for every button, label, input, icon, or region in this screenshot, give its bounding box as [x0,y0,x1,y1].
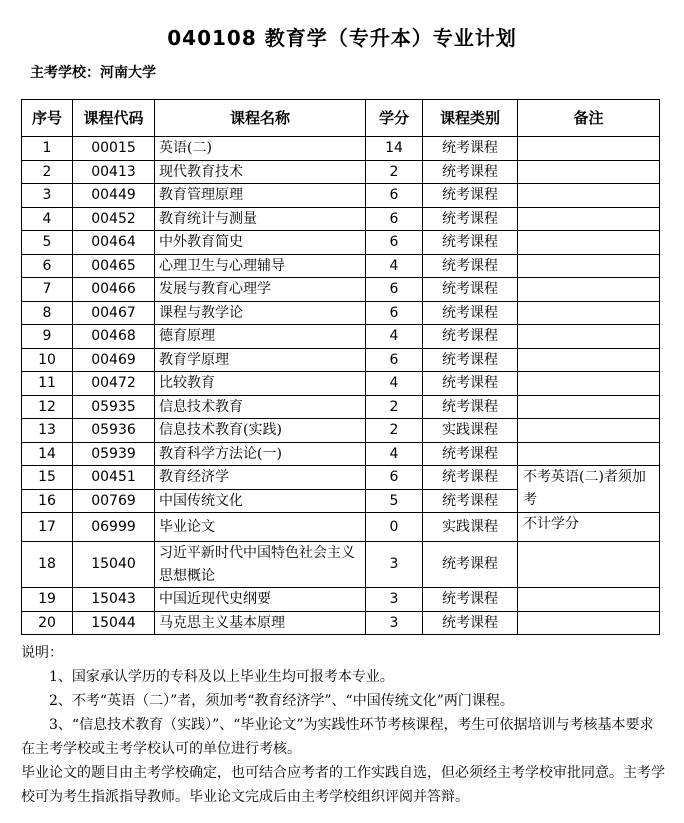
row-type: 统考课程 [423,231,518,255]
row-credit: 6 [366,278,423,302]
row-no: 6 [22,254,73,278]
row-type: 统考课程 [423,489,518,513]
row-code: 00413 [73,160,155,184]
row-code: 15043 [73,588,155,612]
row-no: 13 [22,419,73,443]
course-plan-table [21,99,660,635]
row-credit: 2 [366,160,423,184]
row-no: 18 [22,542,73,588]
row-credit: 6 [366,231,423,255]
row-code: 05936 [73,419,155,443]
row-no: 9 [22,325,73,349]
table-row [22,184,660,208]
row-no: 12 [22,395,73,419]
row-type: 统考课程 [423,348,518,372]
row-name: 比较教育 [155,372,366,396]
row-name: 现代教育技术 [155,160,366,184]
row-type: 统考课程 [423,207,518,231]
row-code: 00015 [73,137,155,161]
row-code: 00466 [73,278,155,302]
row-remark [518,542,660,588]
row-remark [518,395,660,419]
row-no: 16 [22,489,73,513]
row-type: 统考课程 [423,325,518,349]
row-name: 中外教育简史 [155,231,366,255]
row-name: 心理卫生与心理辅导 [155,254,366,278]
notes-section [21,641,666,809]
header-code: 课程代码 [73,100,155,137]
row-credit: 0 [366,513,423,542]
row-remark [518,301,660,325]
row-name: 英语(二) [155,137,366,161]
school-label: 主考学校：河南大学 [30,65,156,81]
row-remark [518,278,660,302]
row-no: 17 [22,513,73,542]
remark-no-credit: 不计学分 [518,513,660,542]
row-remark [518,325,660,349]
note-item-2: 2、不考“英语（二）”者，须加考“教育经济学”、“中国传统文化”两门课程。 [49,693,514,709]
table-row [22,588,660,612]
row-type: 统考课程 [423,301,518,325]
table-row [22,301,660,325]
row-type: 统考课程 [423,542,518,588]
row-no: 14 [22,442,73,466]
row-name: 习近平新时代中国特色社会主义思想概论 [155,542,366,588]
row-type: 统考课程 [423,254,518,278]
row-no: 10 [22,348,73,372]
row-code: 00452 [73,207,155,231]
table-row [22,160,660,184]
row-no: 5 [22,231,73,255]
row-no: 4 [22,207,73,231]
row-code: 00451 [73,466,155,490]
row-no: 7 [22,278,73,302]
row-remark [518,588,660,612]
row-credit: 3 [366,542,423,588]
row-type: 统考课程 [423,278,518,302]
row-code: 00769 [73,489,155,513]
row-name: 信息技术教育 [155,395,366,419]
row-no: 3 [22,184,73,208]
row-name: 教育科学方法论(一) [155,442,366,466]
table-row [22,513,660,542]
table-row [22,137,660,161]
row-name: 教育管理原理 [155,184,366,208]
row-no: 2 [22,160,73,184]
row-type: 统考课程 [423,588,518,612]
row-credit: 2 [366,395,423,419]
page-title: 040108 教育学（专升本）专业计划 [167,26,517,50]
row-name: 发展与教育心理学 [155,278,366,302]
table-row [22,254,660,278]
header-no: 序号 [22,100,73,137]
row-no: 19 [22,588,73,612]
note-item-thesis: 毕业论文的题目由主考学校确定，也可结合应考者的工作实践自选，但必须经主考学校审批同意。主考学校可为考生指派指导教师。毕业论文完成后由主考学校组织评阅并答辩。 [21,765,665,805]
table-row [22,278,660,302]
row-code: 06999 [73,513,155,542]
row-remark [518,231,660,255]
row-code: 05939 [73,442,155,466]
row-credit: 6 [366,184,423,208]
row-credit: 4 [366,372,423,396]
row-credit: 6 [366,348,423,372]
row-code: 00449 [73,184,155,208]
header-credit: 学分 [366,100,423,137]
table-row [22,231,660,255]
row-type: 统考课程 [423,442,518,466]
row-name: 教育统计与测量 [155,207,366,231]
row-credit: 3 [366,611,423,635]
header-name: 课程名称 [155,100,366,137]
table-row [22,207,660,231]
table-row [22,419,660,443]
row-credit: 5 [366,489,423,513]
row-code: 00465 [73,254,155,278]
row-no: 8 [22,301,73,325]
row-remark [518,442,660,466]
table-header [22,100,660,137]
row-name: 中国传统文化 [155,489,366,513]
row-credit: 6 [366,207,423,231]
row-type: 统考课程 [423,137,518,161]
table-row [22,611,660,635]
row-no: 15 [22,466,73,490]
table-row [22,348,660,372]
row-name: 教育经济学 [155,466,366,490]
row-name: 马克思主义基本原理 [155,611,366,635]
row-type: 实践课程 [423,419,518,443]
row-code: 15040 [73,542,155,588]
row-remark [518,611,660,635]
row-credit: 4 [366,254,423,278]
header-type: 课程类别 [423,100,518,137]
row-remark [518,137,660,161]
row-remark [518,419,660,443]
row-remark [518,348,660,372]
row-name: 德育原理 [155,325,366,349]
row-credit: 4 [366,325,423,349]
row-remark [518,160,660,184]
row-remark [518,184,660,208]
row-code: 00469 [73,348,155,372]
table-row [22,325,660,349]
row-code: 00467 [73,301,155,325]
notes-heading: 说明： [21,645,63,661]
row-type: 实践课程 [423,513,518,542]
row-name: 教育学原理 [155,348,366,372]
row-type: 统考课程 [423,160,518,184]
row-code: 00468 [73,325,155,349]
note-item-1: 1、国家承认学历的专科及以上毕业生均可报考本专业。 [49,669,394,685]
row-credit: 6 [366,301,423,325]
row-type: 统考课程 [423,184,518,208]
row-credit: 3 [366,588,423,612]
note-item-3: 3、“信息技术教育（实践）”、“毕业论文”为实践性环节考核课程，考生可依据培训与考核基本要求在主考学校或主考学校认可的单位进行考核。 [21,717,654,757]
row-type: 统考课程 [423,372,518,396]
row-remark [518,254,660,278]
header-remark: 备注 [518,100,660,137]
row-credit: 4 [366,442,423,466]
row-name: 中国近现代史纲要 [155,588,366,612]
table-body [22,137,660,635]
row-no: 1 [22,137,73,161]
row-credit: 14 [366,137,423,161]
row-type: 统考课程 [423,466,518,490]
row-code: 00464 [73,231,155,255]
row-credit: 6 [366,466,423,490]
table-row [22,466,660,490]
table-row [22,442,660,466]
row-code: 05935 [73,395,155,419]
table-row [22,542,660,588]
table-row [22,372,660,396]
row-no: 11 [22,372,73,396]
row-code: 15044 [73,611,155,635]
row-credit: 2 [366,419,423,443]
row-code: 00472 [73,372,155,396]
row-type: 统考课程 [423,611,518,635]
row-name: 信息技术教育(实践) [155,419,366,443]
row-no: 20 [22,611,73,635]
row-remark [518,207,660,231]
remark-english-alternative: 不考英语(二)者须加考 [518,466,660,513]
row-name: 毕业论文 [155,513,366,542]
header-row [22,100,660,137]
row-remark [518,372,660,396]
row-type: 统考课程 [423,395,518,419]
table-row [22,395,660,419]
row-name: 课程与教学论 [155,301,366,325]
